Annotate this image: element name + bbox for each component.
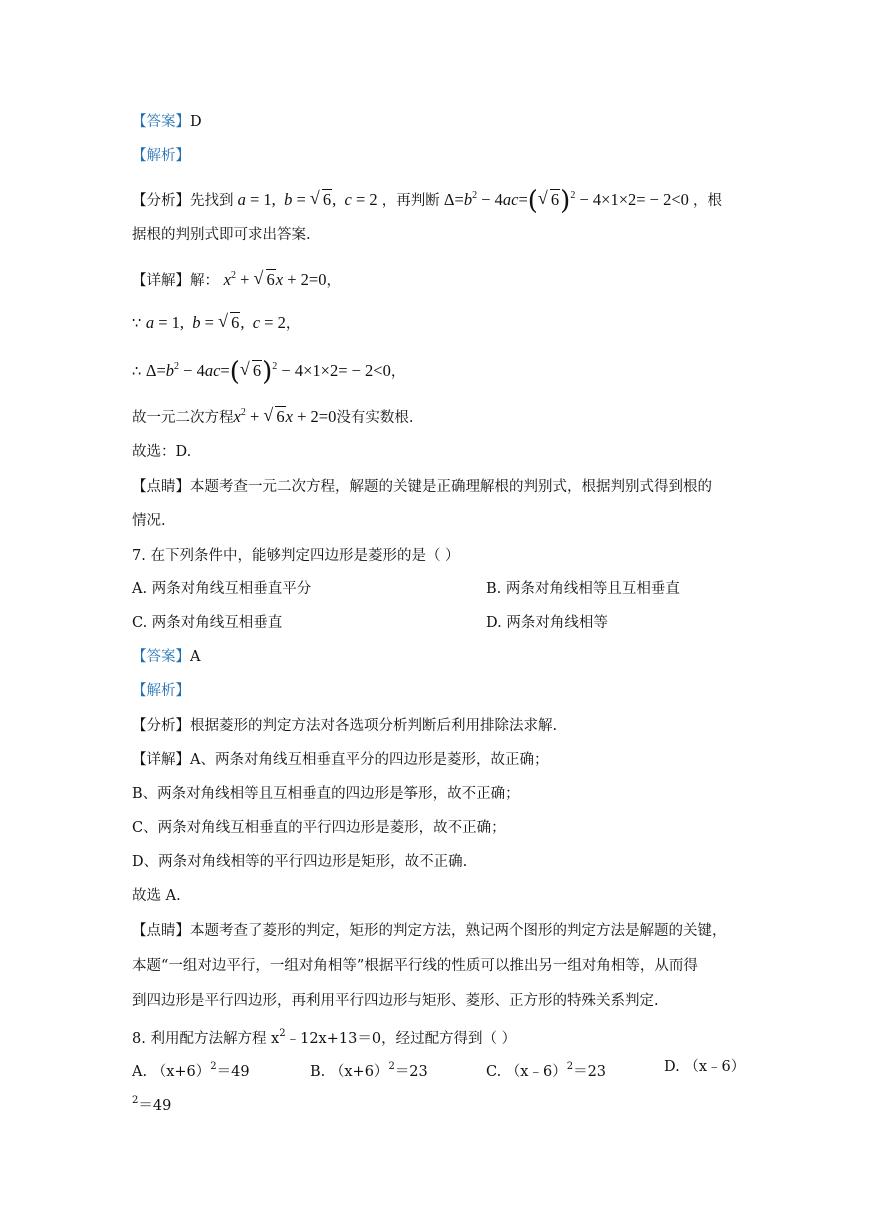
q7-dianjing-line-3: 到四边形是平行四边形，再利用平行四边形与矩形、菱形、正方形的特殊关系判定. [132, 993, 659, 1009]
q7-answer-line: 【答案】A [132, 649, 201, 665]
q7-choose: 故选 A. [132, 888, 181, 904]
q7-dianjing-line-1: 【点睛】本题考查了菱形的判定，矩形的判定方法，熟记两个图形的判定方法是解题的关键， [132, 923, 727, 939]
q7-fenxi: 【分析】根据菱形的判定方法对各选项分析判断后利用排除法求解. [132, 718, 558, 734]
discriminant-formula: $\Delta=b^2 - 4ac=(√$ 6)$^2$ − 4×1×2= − 2<0 [440, 190, 693, 209]
because-symbol: ∵ [132, 316, 142, 332]
q8-option-a: A. $(x+6)^2=49$ [132, 1061, 250, 1080]
answer-value: D [190, 114, 202, 130]
q7-stem: 7. 在下列条件中，能够判定四边形是菱形的是（ ） [132, 548, 460, 564]
q7-option-d: D. 两条对角线相等 [486, 615, 608, 631]
fenxi-mid: ，再判断 [381, 193, 440, 209]
q7-option-c: C. 两条对角线互相垂直 [132, 615, 283, 631]
answer-tag: 【答案】 [132, 114, 190, 130]
q7-option-b: B. 两条对角线相等且互相垂直 [486, 581, 680, 597]
q6-choose: 故选：D. [132, 444, 192, 460]
because-formula: a = 1, b = √ 6, c = 2 [146, 313, 286, 332]
q7-analysis-tag: 【解析】 [132, 683, 190, 699]
fenxi-post: ，根 [693, 193, 723, 209]
q6-dianjing-line-1: 【点睛】本题考查一元二次方程，解题的关键是正确理解根的判别式，根据判别式得到根的 [132, 479, 712, 495]
fenxi-line-2: 据根的判别式即可求出答案. [132, 227, 311, 243]
q7-dianjing-line-2: 本题“一组对边平行，一组对角相等”根据平行线的性质可以推出另一组对角相等，从而得 [132, 958, 698, 974]
analysis-tag: 【解析】 [132, 148, 190, 164]
fenxi-pre: 先找到 [190, 193, 234, 209]
q7-option-a: A. 两条对角线互相垂直平分 [132, 581, 312, 597]
q8-stem: 8. 利用配方法解方程 $x^2﹣12x+13=0$，经过配方得到（ ） [132, 1028, 517, 1047]
q8-option-b: B. $(x+6)^2=23$ [310, 1061, 428, 1080]
conclusion-formula: $x^2$ + √ 6x + 2=0 [234, 407, 337, 426]
q8-option-d: D. （x﹣6） [664, 1059, 746, 1075]
q8-option-c: C. （x﹣6）$^2$＝23 [486, 1061, 607, 1080]
xiangjie-line: 【详解】解： $x^2$ + √ 6x + 2=0， [132, 265, 341, 292]
equation-formula: $x^2$ + √ 6x + 2=0 [224, 270, 327, 289]
q7-detail-d: D、两条对角线相等的平行四边形是矩形，故不正确. [132, 854, 468, 870]
q7-detail-c: C、两条对角线互相垂直的平行四边形是菱形，故不正确； [132, 820, 506, 836]
dianjing-tag: 【点睛】 [132, 479, 190, 495]
q8-option-d-wrap: $^2$＝49 [132, 1095, 172, 1114]
therefore-line: ∴ $\Delta=b^2 - 4ac=(√$ 6)$^2$ − 4×1×2= − 2<0， [132, 356, 405, 383]
fenxi-line [132, 185, 723, 216]
conclusion-pre: 故一元二次方程 [132, 410, 234, 426]
coefficient-formula: a = 1, b = √ 6, c = 2 [234, 190, 382, 209]
q6-dianjing-line-2: 情况. [132, 513, 166, 529]
fenxi-tag: 【分析】 [132, 193, 190, 209]
q7-detail-b: B、两条对角线相等且互相垂直的四边形是筝形，故不正确； [132, 786, 520, 802]
conclusion-line [132, 402, 413, 429]
answer-line [132, 111, 202, 133]
therefore-formula: $\Delta=b^2 - 4ac=(√$ 6)$^2$ − 4×1×2= − 2<0 [146, 361, 391, 380]
q7-answer-value: A [190, 649, 201, 665]
therefore-symbol: ∴ [132, 364, 142, 380]
because-line: ∵ a = 1, b = √ 6, c = 2， [132, 312, 300, 335]
conclusion-post: 没有实数根. [336, 410, 414, 426]
q7-xiangjie: 【详解】A、两条对角线互相垂直平分的四边形是菱形，故正确； [132, 752, 549, 768]
xiangjie-tag: 【详解】 [132, 273, 190, 289]
xiangjie-pre: 解： [190, 273, 219, 289]
